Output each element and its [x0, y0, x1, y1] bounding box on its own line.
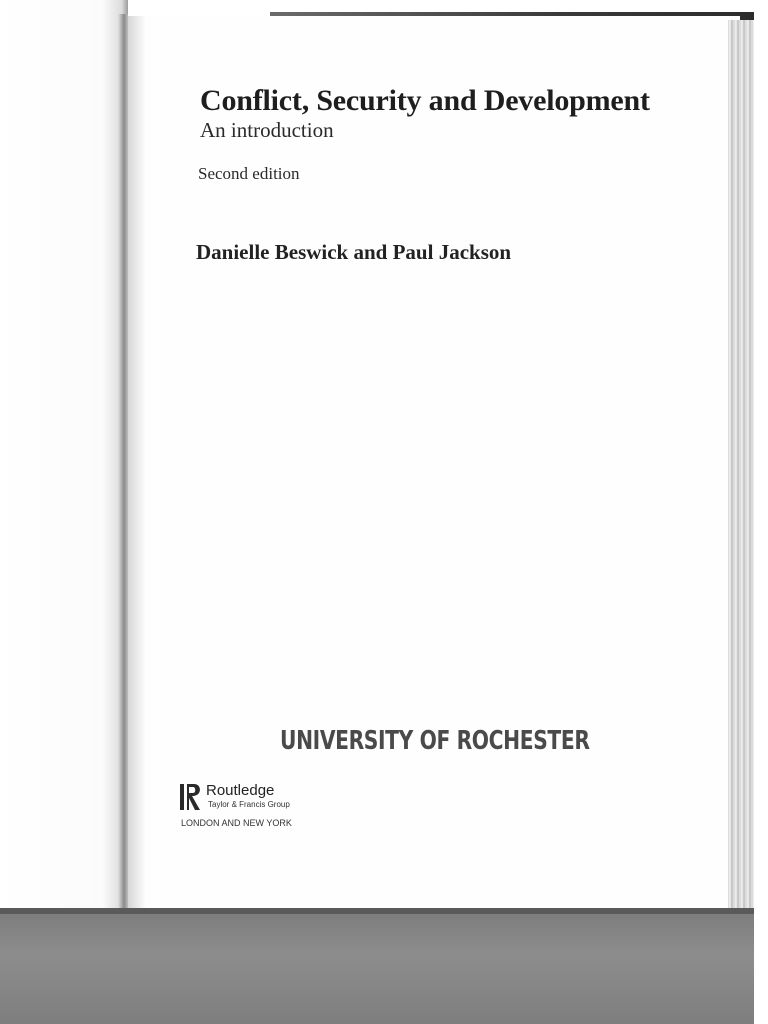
- facing-page-edge: [0, 0, 128, 912]
- scan-right-margin: [754, 0, 768, 1024]
- scanner-bed-shadow: [0, 908, 768, 1024]
- publisher-location: LONDON AND NEW YORK: [181, 818, 292, 828]
- book-title: Conflict, Security and Development: [200, 84, 650, 117]
- publisher-name: Routledge: [206, 782, 275, 799]
- routledge-r-logo-icon: [180, 782, 204, 812]
- publisher-group: Taylor & Francis Group: [208, 800, 290, 809]
- book-subtitle: An introduction: [200, 118, 334, 142]
- page-stack-edge: [728, 20, 754, 920]
- book-authors: Danielle Beswick and Paul Jackson: [196, 240, 512, 264]
- library-stamp: UNIVERSITY OF ROCHESTER: [280, 726, 590, 756]
- book-spine-shadow: [118, 14, 128, 910]
- gutter-shadow: [128, 16, 146, 918]
- publisher-imprint: [180, 780, 380, 836]
- book-edition: Second edition: [198, 164, 300, 183]
